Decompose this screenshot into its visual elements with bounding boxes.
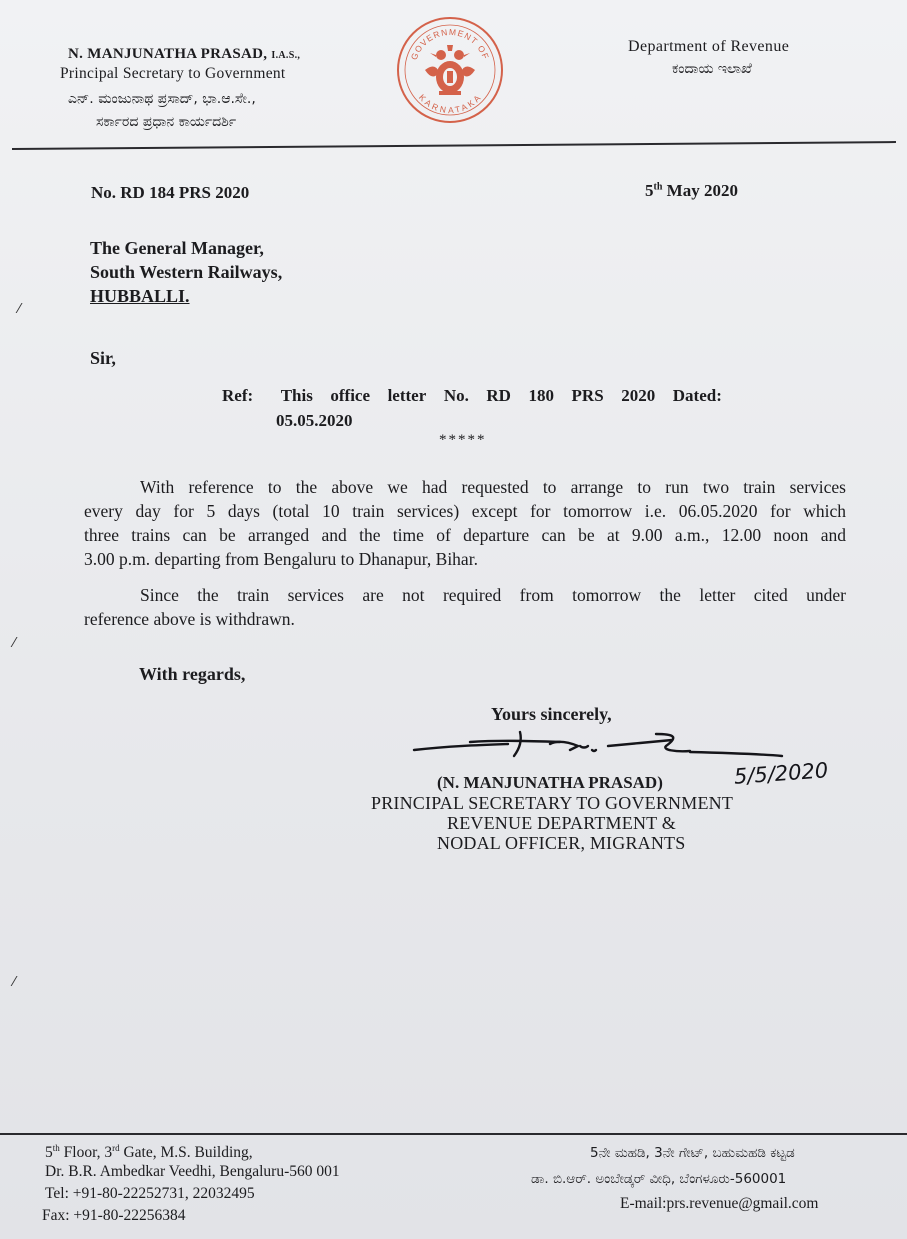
letterhead-name-suffix: I.A.S., [271, 50, 301, 61]
footer-address-line-1: 5th Floor, 3rd Gate, M.S. Building, [45, 1143, 253, 1162]
separator-stars: ***** [439, 432, 487, 448]
svg-text:GOVERNMENT OF [409, 27, 492, 61]
addressee-line-2: South Western Railways, [90, 262, 283, 282]
letterhead-title: Principal Secretary to Government [60, 65, 286, 82]
body-paragraph-1: With reference to the above we had requested to arrange to run two train services every day for 5 days (total 10 train services) except for tomorrow i.e. 06.05.2020 for which three trains can be arranged and the time of departure can be at 9.00 a.m., 12.00 noon and 3.00 p.m. departing from Bengaluru to Dhanapur, Bihar. [84, 477, 846, 569]
salutation: Sir, [90, 348, 116, 368]
letterhead-divider [12, 141, 896, 150]
body-paragraph-2: Since the train services are not required from tomorrow the letter cited under reference above is withdrawn. [84, 585, 846, 629]
margin-mark: ⁄ [13, 636, 16, 651]
letterhead-name-kannada: ಎನ್. ಮಂಜುನಾಥ ಪ್ರಸಾದ್, ಭಾ.ಆ.ಸೇ., [68, 91, 256, 107]
signatory-name: (N. MANJUNATHA PRASAD) [437, 773, 663, 792]
signature-date: 5/5/2020 [733, 758, 829, 789]
footer-kannada-line-1: 5ನೇ ಮಹಡಿ, 3ನೇ ಗೇಟ್, ಬಹುಮಹಡಿ ಕಟ್ಟಡ [590, 1145, 795, 1161]
margin-mark: ⁄ [13, 975, 16, 990]
letter-date: 5th May 2020 [645, 181, 738, 200]
footer-kannada-line-2: ಡಾ. ಬಿ.ಆರ್. ಅಂಬೇಡ್ಕರ್ ವೀಧಿ, ಬೆಂಗಳೂರು-560001 [531, 1171, 787, 1187]
department-name: Department of Revenue [628, 38, 790, 55]
closing: With regards, [139, 664, 246, 684]
seal-text-top: GOVERNMENT OF [408, 26, 492, 62]
addressee-line-3: HUBBALLI. [90, 286, 190, 306]
letterhead-title-kannada: ಸರ್ಕಾರದ ಪ್ರಧಾನ ಕಾರ್ಯದರ್ಶಿ [96, 114, 237, 130]
footer-address-line-2: Dr. B.R. Ambedkar Veedhi, Bengaluru-560 001 [45, 1163, 340, 1180]
reference-date: 05.05.2020 [276, 411, 353, 430]
designation-line-3: NODAL OFFICER, MIGRANTS [437, 833, 686, 853]
designation-line-2: REVENUE DEPARTMENT & [447, 813, 676, 833]
margin-mark: ⁄ [18, 302, 21, 317]
department-name-kannada: ಕಂದಾಯ ಇಲಾಖೆ [672, 61, 752, 77]
footer-telephone: Tel: +91-80-22252731, 22032495 [45, 1185, 255, 1202]
letterhead-name: N. MANJUNATHA PRASAD, I.A.S., [68, 46, 301, 62]
footer-divider [0, 1133, 907, 1135]
karnataka-emblem-seal [395, 15, 505, 125]
seal-text-bottom: KARNATAKA [416, 92, 484, 116]
designation-line-1: PRINCIPAL SECRETARY TO GOVERNMENT [371, 793, 734, 813]
footer-email[interactable]: E-mail:prs.revenue@gmail.com [620, 1195, 819, 1212]
reference-line: Ref: This office letter No. RD 180 PRS 2020 Dated: [222, 386, 722, 405]
yours-sincerely: Yours sincerely, [491, 704, 612, 724]
addressee-line-1: The General Manager, [90, 238, 264, 258]
reference-number: No. RD 184 PRS 2020 [91, 183, 250, 202]
footer-fax: Fax: +91-80-22256384 [42, 1207, 186, 1224]
svg-text:KARNATAKA [417, 92, 483, 115]
